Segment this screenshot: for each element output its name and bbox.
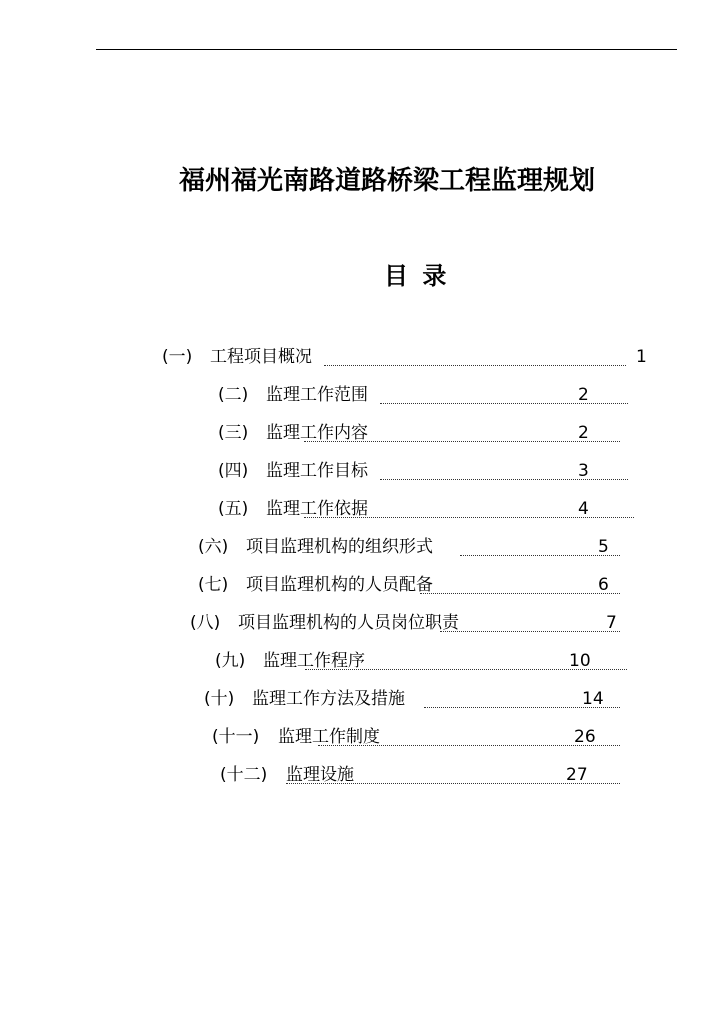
toc-entry-title: 监理工作方法及措施	[252, 689, 405, 709]
toc-entry-page: 5	[598, 537, 609, 557]
toc-entry-number: (八)	[190, 613, 221, 633]
toc-entry-page: 10	[569, 651, 591, 671]
toc-entry-title: 项目监理机构的组织形式	[246, 537, 433, 557]
toc-entry[interactable]	[204, 688, 634, 710]
toc-entry-number: (四)	[218, 461, 249, 481]
toc-entry-number: (五)	[218, 499, 249, 519]
toc-entry-title: 项目监理机构的人员配备	[246, 575, 433, 595]
toc-entry[interactable]	[198, 574, 638, 596]
toc-entry-title: 监理工作制度	[278, 727, 380, 747]
toc-entry-page: 7	[606, 613, 617, 633]
toc-entry[interactable]	[190, 612, 640, 634]
header-rule	[96, 49, 677, 50]
toc-entry-page: 2	[578, 423, 589, 443]
toc-entry-page: 27	[566, 765, 588, 785]
toc-entry-title: 监理工作依据	[266, 499, 368, 519]
toc-entry-page: 2	[578, 385, 589, 405]
toc-leader-dots	[380, 479, 628, 480]
toc-entry[interactable]	[218, 498, 638, 520]
toc-entry-page: 3	[578, 461, 589, 481]
toc-entry-number: (一)	[162, 347, 193, 367]
toc-leader-dots	[440, 631, 620, 632]
toc-leader-dots	[380, 403, 628, 404]
toc-entry-number: (十一)	[212, 727, 260, 747]
toc-entry-number: (十二)	[220, 765, 268, 785]
toc-entry-page: 6	[598, 575, 609, 595]
toc-entry[interactable]	[162, 346, 652, 368]
toc-entry-title: 监理工作目标	[266, 461, 368, 481]
toc-entry[interactable]	[220, 764, 630, 786]
document-title: 福州福光南路道路桥梁工程监理规划	[178, 166, 595, 196]
toc-entry-page: 26	[574, 727, 596, 747]
toc-entry-page: 14	[582, 689, 604, 709]
toc-entry-title: 工程项目概况	[210, 347, 312, 367]
toc-entry[interactable]	[212, 726, 632, 748]
toc-entry-page: 4	[578, 499, 589, 519]
toc-entry-number: (三)	[218, 423, 249, 443]
toc-entry[interactable]	[218, 384, 638, 406]
toc-leader-dots	[460, 555, 620, 556]
toc-entry-page: 1	[636, 347, 647, 367]
toc-entry[interactable]	[215, 650, 635, 672]
toc-entry-number: (七)	[198, 575, 229, 595]
toc-entry-title: 监理工作内容	[266, 423, 368, 443]
toc-entry-title: 监理设施	[286, 765, 354, 785]
toc-entry-number: (六)	[198, 537, 229, 557]
toc-entry-title: 项目监理机构的人员岗位职责	[238, 613, 459, 633]
toc-entry-title: 监理工作范围	[266, 385, 368, 405]
toc-leader-dots	[304, 441, 620, 442]
toc-entry[interactable]	[198, 536, 638, 558]
toc-leader-dots	[324, 365, 626, 366]
toc-leader-dots	[420, 593, 620, 594]
toc-entry[interactable]	[218, 460, 638, 482]
toc-entry-number: (十)	[204, 689, 235, 709]
toc-entry-number: (九)	[215, 651, 246, 671]
toc-heading: 目 录	[384, 262, 447, 290]
toc-entry[interactable]	[218, 422, 638, 444]
toc-entry-title: 监理工作程序	[263, 651, 365, 671]
toc-entry-number: (二)	[218, 385, 249, 405]
